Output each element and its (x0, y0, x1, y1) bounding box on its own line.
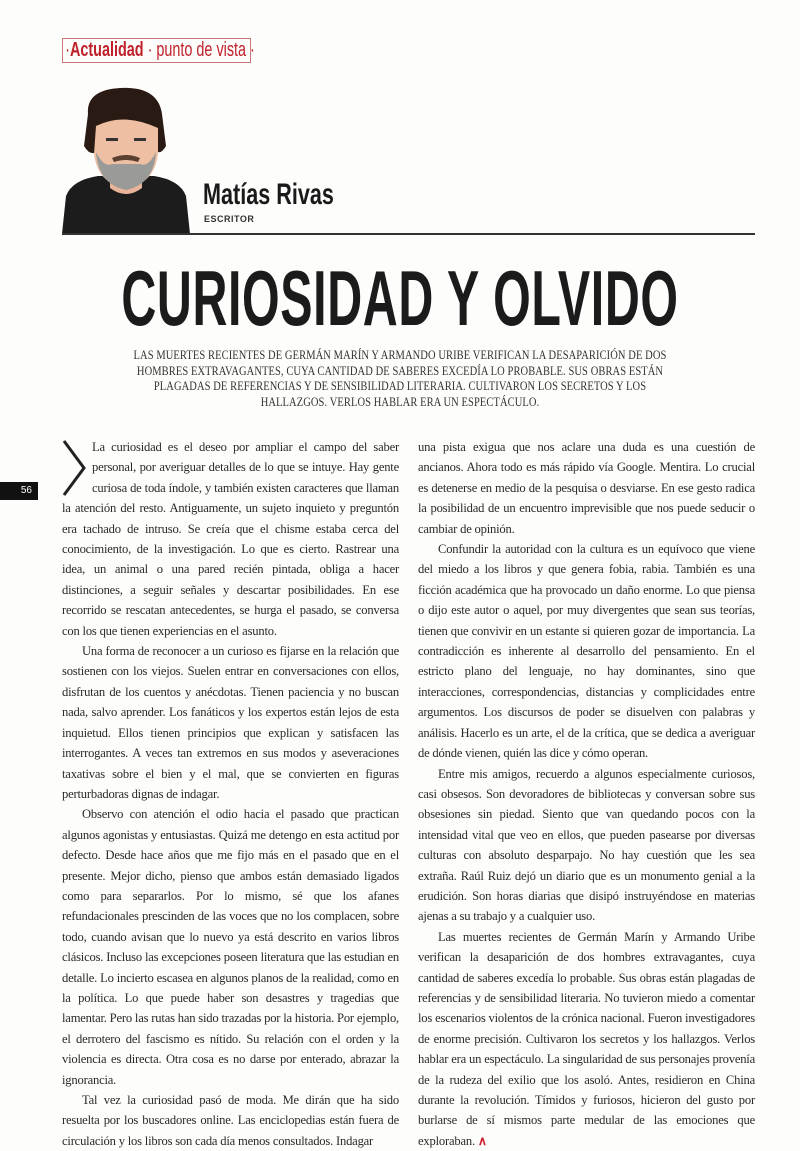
paragraph-last (418, 927, 755, 1151)
header-rule (62, 233, 755, 235)
section-sub: punto de vista (156, 39, 247, 61)
body-column-right (418, 437, 755, 1151)
author-role: ESCRITOR (204, 214, 255, 224)
section-tag: ·Actualidad · punto de vista · (62, 38, 251, 63)
body-column-left (62, 437, 399, 1151)
paragraph-text: Las muertes recientes de Germán Marín y Armando Uribe verifican la desaparición de dos hombres extravagantes, cuya cantidad de saberes excedía lo probable. Sus obras están plagadas de referencias y de sensibilidad literaria. No tuvieron miedo a comentar los escenarios violentos de la crónica nacional. Fueron investigadores de enorme precisión. Cultivaron los secretos y los hallazgos. Verlos hablar era un espectáculo. La singularidad de sus personajes provenía de la rudeza del exilio que los asoló. Antes, residieron en China durante la revolución. Tímidos y furiosos, hicieron del gusto por burlarse de sí mismos parte medular de las emociones que exploraban. (418, 929, 755, 1148)
author-portrait-illustration (62, 84, 190, 234)
page-number: 56 (0, 482, 38, 500)
paragraph: una pista exigua que nos aclare una duda es una cuestión de ancianos. Ahora todo es más rápido vía Google. Mentira. Lo crucial es detenerse en medio de la pesquisa o desviarse. En ese gesto radica la posibilidad de un encuentro imprevisible que nos puede seducir o cambiar de opinión. (418, 440, 755, 536)
opening-chevron-icon (62, 439, 86, 497)
paragraph: Entre mis amigos, recuerdo a algunos especialmente curiosos, casi obsesos. Son devoradores de bibliotecas y conversan sobre sus obsesiones sin piedad. Siento que van quedando pocos con la intensidad vital que veo en ellos, que pueden pasearse por diversas culturas con absoluto desparpajo. No hay cuestión que les sea extraña. Raúl Ruiz dejó un diario que es un monumento genial a la erudición. Son horas diarias que disipó instruyéndose en materias ajenas a su trabajo y a cualquier uso. (418, 766, 755, 924)
article-title: CURIOSIDAD Y OLVIDO (121, 254, 679, 342)
paragraph: Observo con atención el odio hacia el pasado que practican algunos agonistas y entusiastas. Quizá me detengo en esta actitud por defecto. Desde hace años que me fijo más en el pasado que en el presente. Mejor dicho, pienso que ambos están demasiado ligados como para separarlos. Por lo mismo, sé que los afanes refundacionales prescinden de las voces que no los complacen, sobre todo, cuando avisan que lo nuevo ya está descrito en varios libros clásicos. Incluso las excepciones poseen literatura que las estudian en detalle. Lo incierto escasea en algunos planos de la realidad, como en la política. Lo que puede haber son desastres y tragedias que lamentar. Pero las rutas han sido trazadas por la historia. Por ejemplo, el derrotero del fascismo es nítido. Su relación con el orden y la violencia es directa. Otra cosa es no darse por enterado, abrazar la ignorancia. (62, 807, 399, 1087)
paragraph: Una forma de reconocer a un curioso es fijarse en la relación que sostienen con los viejos. Suelen entrar en conversaciones con ellos, disfrutan de los cuentos y anécdotas. Tienen paciencia y no buscan nada, salvo aprender. Los fanáticos y los expertos están lejos de esta inquietud. Ellos tienen principios que explican y satisfacen las interrogantes. A veces tan extremos en sus modos y aseveraciones taxativas sobre el bien y el mal, que se convierten en figuras perturbadoras dignas de indagar. (62, 644, 399, 801)
paragraph: Tal vez la curiosidad pasó de moda. Me dirán que ha sido resuelta por los buscadores online. Las enciclopedias están fuera de circulación y los libros son cada día menos consultados. Indagar (62, 1093, 399, 1148)
article-lead: LAS MUERTES RECIENTES DE GERMÁN MARÍN Y ARMANDO URIBE VERIFICAN LA DESAPARICIÓN DE DOS HOMBRES EXTRAVAGANTES, CUYA CANTIDAD DE SABERES EXCEDÍA LO PROBABLE. SUS OBRAS ESTÁN PLAGADAS DE REFERENCIAS Y DE SENSIBILIDAD LITERARIA. CULTIVARON LOS SECRETOS Y LOS HALLAZGOS. VERLOS HABLAR ERA UN ESPECTÁCULO. (133, 348, 667, 409)
section-main: Actualidad (69, 39, 144, 61)
paragraph: Confundir la autoridad con la cultura es un equívoco que viene del miedo a los libros y que genera fobia, rabia. También es una ficción académica que ha provocado un daño enorme. Lo que piensa o dijo este autor o aquel, por muy divergentes que sean sus teorías, tienen que convivir en un estante si quieren gozar de importancia. La contradicción es inherente al desarrollo del pensamiento. En el estricto plano del lenguaje, no hay dominantes, sino que interacciones, correspondencias, distancias y complicidades entre argumentos. Los discursos de poder se disuelven con palabras y análisis. Hacerlo es un arte, el de la crítica, que se dedica a averiguar de dónde vienen, quién las dice y cómo operan. (418, 542, 755, 761)
paragraph: La curiosidad es el deseo por ampliar el campo del saber personal, por averiguar detalles de lo que se intuye. Hay gente curiosa de toda índole, y también existen caracteres que llaman la atención del resto. Antiguamente, un sujeto inquieto y preguntón era tachado de intruso. Se creía que el chisme estaba cerca del conocimiento, de la investigación. Lo que es cierto. Rastrear una idea, un animal o una pared recién pintada, obliga a hacer distinciones, a seguir señales y descartar posibilidades. En ese recorrido se rescatan antecedentes, se hurga el pasado, se conversa con los que tienen experiencias en el asunto. (62, 440, 399, 638)
author-name: Matías Rivas (203, 178, 334, 211)
end-mark-icon: ∧ (477, 1133, 487, 1148)
